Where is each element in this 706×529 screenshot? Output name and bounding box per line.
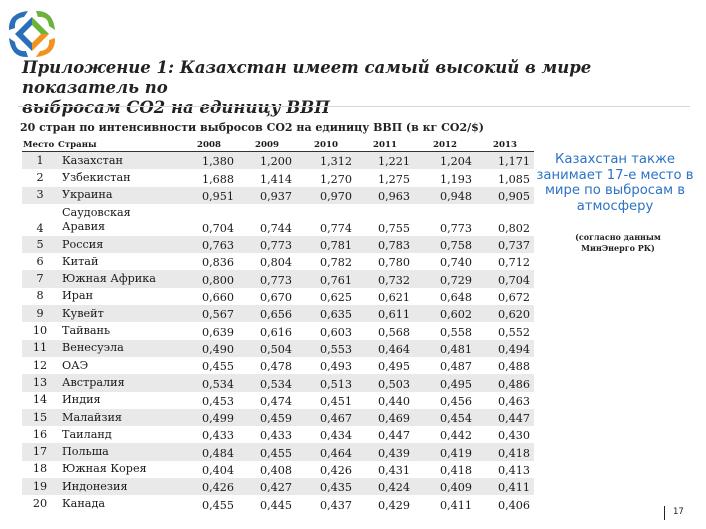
table-row: [22, 443, 534, 460]
table-row: [22, 270, 534, 287]
highlight-callout: [536, 152, 694, 214]
rank-cell: 12: [32, 358, 48, 372]
value-cell: 0,490: [180, 340, 238, 357]
value-cell: 0,773: [238, 270, 296, 287]
value-cell: 0,451: [319, 394, 352, 408]
value-cell: 0,424: [356, 478, 414, 495]
value-cell: 0,782: [319, 256, 352, 270]
value-cell: 0,740: [439, 256, 472, 270]
country-name-line2: Аравия: [62, 219, 106, 233]
value-cell: 0,712: [497, 256, 530, 270]
value-cell: 0,804: [259, 256, 292, 270]
value-cell: 0,429: [377, 498, 410, 512]
table-row: [22, 187, 534, 204]
value-cell: 1,270: [319, 172, 352, 186]
rank-cell: 6: [36, 254, 44, 268]
country-cell: Китай: [62, 254, 99, 268]
value-cell: 0,951: [180, 187, 238, 204]
value-cell: 0,568: [377, 325, 410, 339]
country-cell: Казахстан: [58, 152, 180, 170]
country-cell: Таиланд: [62, 427, 112, 441]
value-cell: 0,602: [414, 305, 476, 322]
value-cell: 0,800: [180, 270, 238, 287]
value-cell: 0,430: [497, 429, 530, 443]
value-cell: 0,780: [377, 256, 410, 270]
value-cell: 0,552: [497, 325, 530, 339]
country-cell: Индия: [62, 393, 101, 407]
table-row: [22, 374, 534, 391]
value-cell: 0,493: [319, 360, 352, 374]
value-cell: 0,737: [476, 236, 534, 253]
page-title: [22, 58, 702, 118]
value-cell: 0,408: [259, 464, 292, 478]
value-cell: 0,620: [476, 305, 534, 322]
value-cell: 0,513: [296, 374, 356, 391]
country-cell: Узбекистан: [62, 170, 131, 184]
value-cell: 0,534: [238, 374, 296, 391]
rank-cell: 17: [22, 443, 58, 460]
table-row: [22, 426, 534, 443]
value-cell: 0,648: [439, 291, 472, 305]
callout-line4: атмосферу: [576, 198, 654, 214]
value-cell: 0,948: [414, 187, 476, 204]
rank-cell: 1: [22, 152, 58, 170]
value-cell: 0,625: [319, 291, 352, 305]
value-cell: 0,442: [439, 429, 472, 443]
company-logo-icon: [6, 8, 58, 60]
table-row: [22, 253, 534, 270]
value-cell: 0,463: [497, 394, 530, 408]
rank-cell: 13: [22, 374, 58, 391]
value-cell: 1,171: [476, 152, 534, 170]
rank-cell: 10: [32, 324, 48, 338]
value-cell: 0,744: [259, 221, 292, 235]
table-row: [22, 357, 534, 374]
value-cell: 0,406: [497, 498, 530, 512]
value-cell: 1,221: [356, 152, 414, 170]
value-cell: 0,639: [201, 325, 234, 339]
value-cell: 0,656: [238, 305, 296, 322]
value-cell: 0,431: [377, 464, 410, 478]
value-cell: 0,836: [201, 256, 234, 270]
value-cell: 0,419: [414, 443, 476, 460]
callout-line1: Казахстан также: [555, 152, 675, 167]
value-cell: 1,275: [377, 172, 410, 186]
table-row: [22, 495, 534, 512]
value-cell: 0,758: [414, 236, 476, 253]
value-cell: 0,761: [296, 270, 356, 287]
value-cell: 0,621: [377, 291, 410, 305]
table-row: [22, 409, 534, 426]
rank-cell: 3: [22, 187, 58, 204]
country-cell: Тайвань: [62, 324, 111, 338]
country-name-line1: Саудовская: [62, 205, 131, 219]
header-country: Страны: [58, 138, 180, 152]
value-cell: 0,439: [356, 443, 414, 460]
value-cell: 0,467: [296, 409, 356, 426]
value-cell: 0,504: [238, 340, 296, 357]
value-cell: 0,670: [259, 291, 292, 305]
title-divider: [18, 106, 690, 107]
value-cell: 0,426: [180, 478, 238, 495]
value-cell: 1,085: [497, 172, 530, 186]
value-cell: 0,437: [319, 498, 352, 512]
country-cell: Индонезия: [58, 478, 180, 495]
value-cell: 0,773: [238, 236, 296, 253]
value-cell: 0,435: [296, 478, 356, 495]
rank-cell: 9: [22, 305, 58, 322]
value-cell: 0,434: [319, 429, 352, 443]
value-cell: 0,464: [356, 340, 414, 357]
value-cell: 1,414: [259, 172, 292, 186]
value-cell: 0,487: [439, 360, 472, 374]
value-cell: 0,495: [377, 360, 410, 374]
country-cell: Канада: [62, 496, 106, 510]
value-cell: 0,453: [201, 394, 234, 408]
value-cell: 0,704: [201, 221, 234, 235]
country-cell: Украина: [58, 187, 180, 204]
value-cell: 0,409: [414, 478, 476, 495]
table-row: [22, 236, 534, 253]
value-cell: 0,427: [238, 478, 296, 495]
value-cell: 0,481: [414, 340, 476, 357]
value-cell: 0,616: [259, 325, 292, 339]
value-cell: 0,474: [259, 394, 292, 408]
value-cell: 0,774: [319, 221, 352, 235]
header-year-2012: 2012: [414, 138, 476, 152]
rank-cell: 18: [32, 462, 48, 476]
value-cell: 0,905: [476, 187, 534, 204]
table-row: [22, 204, 534, 236]
value-cell: 0,455: [201, 360, 234, 374]
country-cell: Малайзия: [58, 409, 180, 426]
value-cell: 0,426: [319, 464, 352, 478]
emissions-table: [22, 138, 534, 513]
table-row: [22, 392, 534, 409]
country-cell: Южная Африка: [58, 270, 180, 287]
value-cell: 0,781: [296, 236, 356, 253]
value-cell: 0,418: [439, 464, 472, 478]
value-cell: 0,672: [497, 291, 530, 305]
value-cell: 0,488: [497, 360, 530, 374]
rank-cell: 8: [36, 289, 44, 303]
value-cell: 0,763: [180, 236, 238, 253]
source-note: [560, 232, 676, 254]
value-cell: 0,755: [377, 221, 410, 235]
value-cell: 0,469: [356, 409, 414, 426]
value-cell: 0,503: [356, 374, 414, 391]
country-cell: Австралия: [58, 374, 180, 391]
value-cell: 1,204: [414, 152, 476, 170]
value-cell: 0,440: [377, 394, 410, 408]
value-cell: 1,688: [201, 172, 234, 186]
country-cell: [58, 204, 180, 236]
table-row: [22, 152, 534, 170]
value-cell: 0,447: [377, 429, 410, 443]
country-cell: Венесуэла: [58, 340, 180, 357]
value-cell: 0,456: [439, 394, 472, 408]
rank-cell: 19: [22, 478, 58, 495]
value-cell: 0,603: [319, 325, 352, 339]
rank-cell: 15: [22, 409, 58, 426]
value-cell: 0,478: [259, 360, 292, 374]
header-year-2008: 2008: [180, 138, 238, 152]
page-title-line2: выбросам CO2 на единицу ВВП: [22, 98, 330, 117]
header-year-2011: 2011: [356, 138, 414, 152]
table-row: [22, 288, 534, 305]
value-cell: 0,499: [180, 409, 238, 426]
value-cell: 0,413: [497, 464, 530, 478]
table-row: [22, 322, 534, 339]
rank-cell: 4: [36, 221, 44, 235]
page-number: 17: [673, 507, 684, 517]
value-cell: 1,200: [238, 152, 296, 170]
value-cell: 0,486: [476, 374, 534, 391]
value-cell: 0,970: [296, 187, 356, 204]
value-cell: 0,445: [259, 498, 292, 512]
rank-cell: 7: [22, 270, 58, 287]
page-number-separator: [664, 506, 665, 520]
table-row: [22, 305, 534, 322]
value-cell: 0,732: [356, 270, 414, 287]
header-rank: Место: [22, 138, 58, 152]
value-cell: 0,704: [476, 270, 534, 287]
value-cell: 0,459: [238, 409, 296, 426]
value-cell: 0,963: [356, 187, 414, 204]
country-cell: Кувейт: [58, 305, 180, 322]
value-cell: 0,447: [476, 409, 534, 426]
value-cell: 0,455: [238, 443, 296, 460]
value-cell: 0,773: [439, 221, 472, 235]
table-header-row: [22, 138, 534, 152]
value-cell: 0,567: [180, 305, 238, 322]
country-cell: Польша: [58, 443, 180, 460]
value-cell: 0,404: [201, 464, 234, 478]
value-cell: 0,464: [296, 443, 356, 460]
value-cell: 0,553: [296, 340, 356, 357]
value-cell: 0,802: [497, 221, 530, 235]
rank-cell: 11: [22, 340, 58, 357]
table-row: [22, 461, 534, 478]
value-cell: 0,660: [201, 291, 234, 305]
value-cell: 0,454: [414, 409, 476, 426]
value-cell: 0,494: [476, 340, 534, 357]
callout-line3: мире по выбросам в: [544, 183, 686, 199]
value-cell: 0,418: [476, 443, 534, 460]
rank-cell: 16: [32, 427, 48, 441]
value-cell: 0,729: [414, 270, 476, 287]
country-cell: Россия: [58, 236, 180, 253]
value-cell: 1,312: [296, 152, 356, 170]
rank-cell: 14: [32, 393, 48, 407]
value-cell: 0,937: [238, 187, 296, 204]
table-row: [22, 478, 534, 495]
value-cell: 0,611: [356, 305, 414, 322]
country-cell: Южная Корея: [62, 462, 147, 476]
rank-cell: 2: [36, 170, 44, 184]
header-year-2009: 2009: [238, 138, 296, 152]
header-year-2013: 2013: [476, 138, 534, 152]
header-year-2010: 2010: [296, 138, 356, 152]
value-cell: 0,433: [259, 429, 292, 443]
value-cell: 0,484: [180, 443, 238, 460]
country-cell: Иран: [62, 289, 94, 303]
table-row: [22, 340, 534, 357]
value-cell: 0,495: [414, 374, 476, 391]
rank-cell: 20: [32, 496, 48, 510]
callout-line2: занимает 17-е место в: [536, 167, 694, 183]
value-cell: 0,534: [180, 374, 238, 391]
value-cell: 0,411: [476, 478, 534, 495]
value-cell: 0,635: [296, 305, 356, 322]
source-note-line1: (согласно данным: [575, 232, 661, 242]
value-cell: 0,558: [439, 325, 472, 339]
table-title: 20 стран по интенсивности выбросов CO2 на единицу ВВП (в кг CO2/$): [20, 121, 484, 134]
value-cell: 1,380: [180, 152, 238, 170]
country-cell: ОАЭ: [62, 358, 89, 372]
table-row: [22, 169, 534, 186]
value-cell: 1,193: [439, 172, 472, 186]
value-cell: 0,455: [201, 498, 234, 512]
value-cell: 0,433: [201, 429, 234, 443]
page-title-line1: Приложение 1: Казахстан имеет самый высокий в мире показатель по: [22, 58, 592, 97]
source-note-line2: МинЭнерго РК): [581, 243, 655, 253]
rank-cell: 5: [22, 236, 58, 253]
value-cell: 0,411: [439, 498, 472, 512]
value-cell: 0,783: [356, 236, 414, 253]
